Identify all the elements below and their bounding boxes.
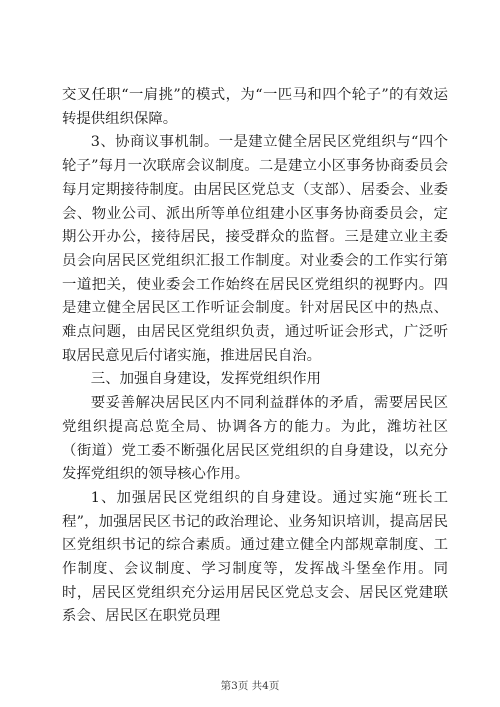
paragraph-consultation-mechanism: 3、协商议事机制。一是建立健全居民区党组织与“四个轮子”每月一次联席会议制度。二是建立小区事务协商委员会每月定期接待制度。由居民区党总支（支部）、居委会、业委会、物业公司、派出所等单位组建小区事务协商委员会，定期公开办公，接待居民，接受群众的监督。三是建立业主委员会向居民区党组织汇报工作制度。对业委会的工作实行第一道把关，使业委会工作始终在居民区党组织的视野内。四是建立健全居民区工作听证会制度。针对居民区中的热点、难点问题，由居民区党组织负责，通过听证会形式，广泛听取居民意见后付诸实施，推进居民自治。 — [62, 134, 448, 364]
paragraph-intro-self-building: 要妥善解决居民区内不同利益群体的矛盾，需要居民区党组织提高总览全局、协调各方的能力。为此，潍坊社区（街道）党工委不断强化居民区党组织的自身建设，以充分发挥党组织的领导核心作用。 — [62, 395, 448, 483]
paragraph-continuation: 交叉任职“一肩挑”的模式，为“一匹马和四个轮子”的有效运转提供组织保障。 — [62, 87, 448, 127]
document-body — [62, 84, 448, 629]
section-heading-self-building: 三、加强自身建设，发挥党组织作用 — [90, 371, 322, 388]
page-number-footer: 第3页 共4页 — [220, 680, 280, 692]
paragraph-strengthen-party-organization: 1、加强居民区党组织的自身建设。通过实施“班长工程”，加强居民区书记的政治理论、业务知识培训，提高居民区党组织书记的综合素质。通过建立健全内部规章制度、工作制度、会议制度、学习制度等，发挥战斗堡垒作用。同时，居民区党组织充分运用居民区党总支会、居民区党建联系会、居民区在职党员理 — [62, 489, 448, 625]
